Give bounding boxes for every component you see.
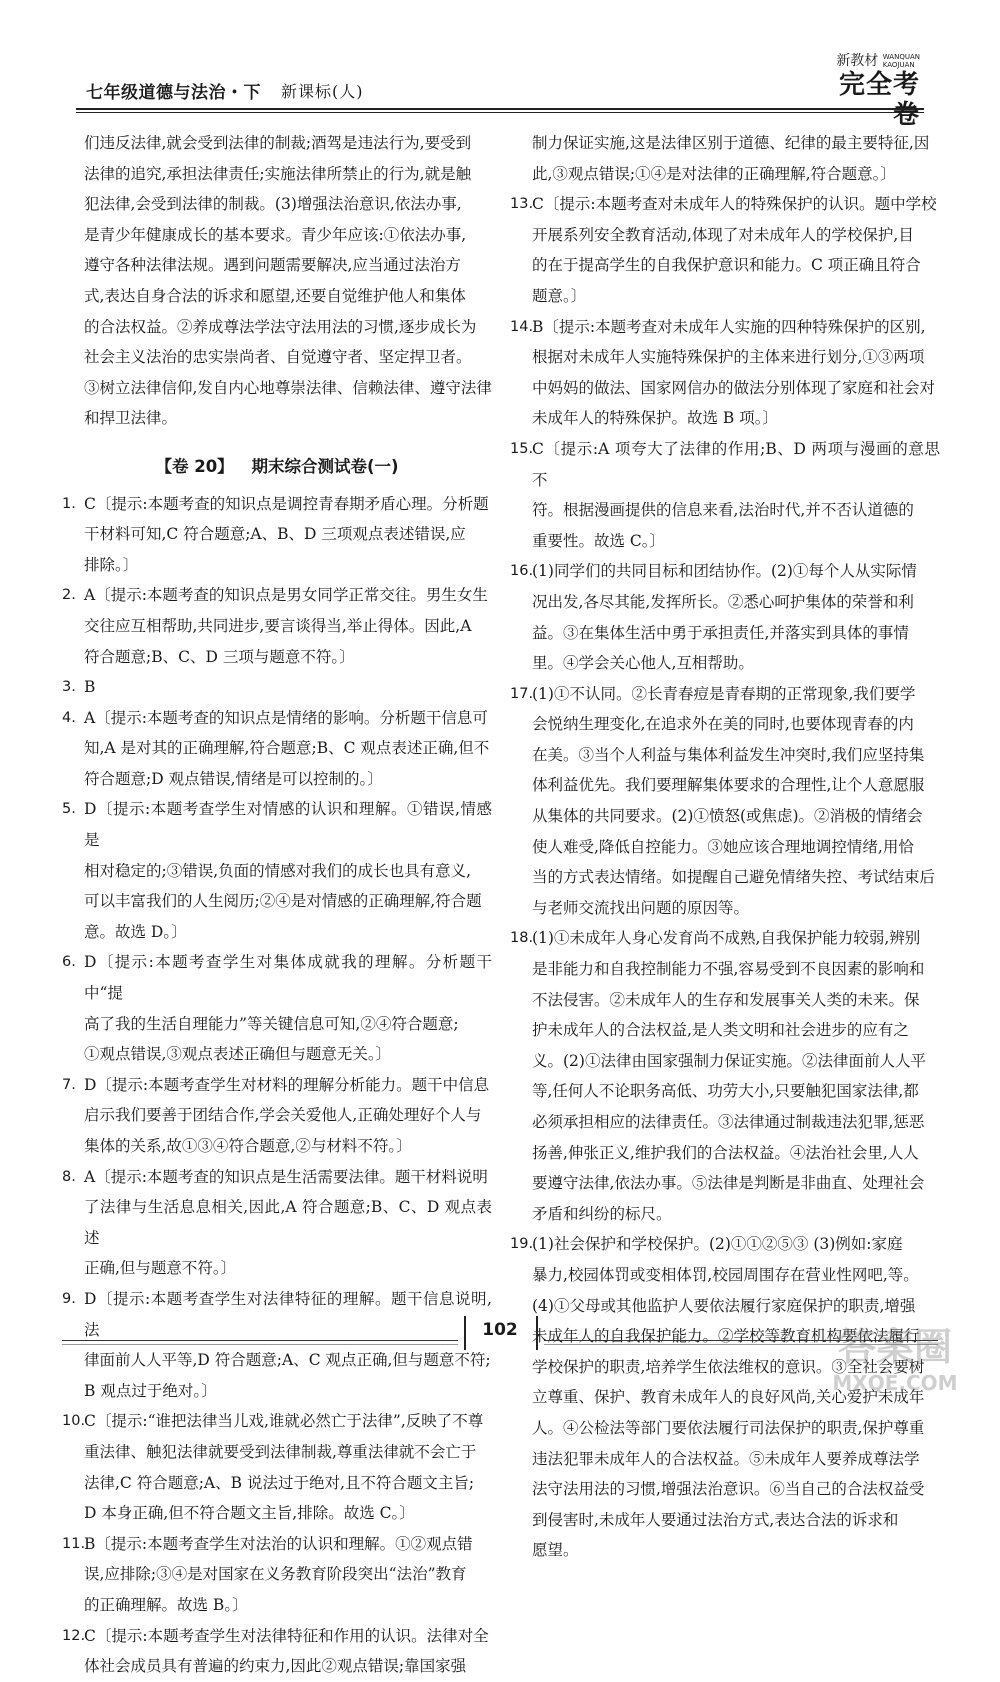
book-title: 七年级道德与法治・下 [86,83,261,103]
answer-line: (1)①未成年人身心发育尚不成熟,自我保护能力较弱,辨别 [532,929,921,948]
section-title: 期末综合测试卷(一) [251,456,399,476]
text-line: 遵守各种法律法规。遇到问题需要解决,应当通过法治方 [84,256,461,275]
brand-name: 完全考卷 [838,70,920,130]
answer-item [510,923,940,1229]
text-line: 和捍卫法律。 [84,409,178,428]
answer-item [62,947,492,1069]
book-edition: 新课标(人) [281,82,364,101]
answer-line: (4)①父母或其他监护人要依法履行家庭保护的职责,增强 [532,1296,916,1315]
answer-item [62,703,492,795]
answer-line: 意。故选 D。〕 [84,922,187,941]
watermark-url: MXQE.COM [832,1371,958,1395]
answer-line: 里。④学会关心他人,互相帮助。 [532,654,754,673]
answer-line: 益。③在集体生活中勇于承担责任,并落实到具体的事情 [532,623,909,642]
answer-item [62,489,492,581]
answer-line: 未成年人的特殊保护。故选 B 项。〕 [532,409,778,428]
page-number: 102 [482,1320,518,1340]
answer-line: D 本身正确,但不符合题文主旨,排除。故选 C。〕 [84,1504,415,1523]
answer-line: ①观点错误,③观点表述正确但与题意无关。〕 [84,1045,392,1064]
answer-line: 正确,但与题意不符。〕 [84,1259,237,1278]
answer-12-continued [510,128,940,189]
answer-line: 题意。〕 [532,286,587,305]
answer-number: 11. [62,1535,86,1552]
answer-number: 6. [62,954,76,971]
text-line: ③树立法律信仰,发自内心地尊崇法律、信赖法律、遵守法律 [84,378,492,397]
page-number-bar-right [536,1316,538,1350]
footer-rule-left-thin [62,1344,458,1345]
answer-number: 16. [510,563,534,580]
answer-line: 体利益优先。我们要理解集体要求的合理性,让个人意愿服 [532,776,925,795]
answer-line: 使人难受,降低自控能力。③她应该合理地调控情绪,用恰 [532,837,914,856]
answer-line: 立尊重、保护、教育未成年人的良好风尚,关心爱护未成年 [532,1388,925,1407]
brand-latin-1: WANQUAN [882,53,920,61]
brand-tagline: 新教材 [836,53,879,69]
answer-number: 7. [62,1076,76,1093]
answer-number: 12. [62,1627,86,1644]
answer-item [510,312,940,434]
text-line: 的合法权益。②养成尊法学法守法用法的习惯,逐步成长为 [84,317,477,336]
text-line: 社会主义法治的忠实崇尚者、自觉遵守者、坚定捍卫者。 [84,348,472,367]
page-header [76,53,924,130]
header-rule [76,108,924,110]
answer-line: 到侵害时,未成年人要通过法治方式,表达合法的诉求和 [532,1510,899,1529]
brand-latin-2: KAOJUAN [882,61,915,69]
answer-item [62,1406,492,1528]
answer-item [62,1070,492,1162]
answer-line: 必须承担相应的法律责任。③法律通过制裁违法犯罪,惩恶 [532,1113,925,1131]
answer-line: 不法侵害。②未成年人的生存和发展事关人类的未来。保 [532,990,920,1009]
answer-line: (1)社会保护和学校保护。(2)①①②⑤③ (3)例如:家庭 [532,1235,903,1254]
answer-item [62,1162,492,1284]
answer-number: 2. [62,587,76,604]
answer-number: 13. [510,196,534,213]
answer-line: 等,任何人不论职务高低、功劳大小,只要触犯国家法律,都 [532,1082,919,1101]
answer-line: A〔提示:本题考查的知识点是男女同学正常交往。男生女生 [84,586,488,605]
answer-line: 重要性。故选 C。〕 [532,531,666,550]
answer-line: 中妈妈的做法、国家网信办的做法分别体现了家庭和社会对 [532,378,936,397]
answer-line: B [84,678,96,697]
answer-line: 了法律与生活息息相关,因此,A 符合题意;B、C、D 观点表述 [84,1198,492,1247]
answer-number: 10. [62,1413,86,1430]
answer-item [62,672,492,703]
answer-line: 的在于提高学生的自我保护意识和能力。C 项正确且符合 [532,256,921,275]
answer-line: (1)同学们的共同目标和团结协作。(2)①每个人从实际情 [532,562,917,581]
answer-number: 15. [510,440,534,457]
answer-line: 是非能力和自我控制能力不强,容易受到不良因素的影响和 [532,960,925,979]
watermark-logo [800,1318,990,1398]
left-column [62,128,492,1682]
answer-line: 况出发,各尽其能,发挥所长。②悉心呵护集体的荣誉和利 [532,592,914,611]
answer-line: 在美。③当个人利益与集体利益发生冲突时,我们应坚持集 [532,745,925,764]
answer-item [510,679,940,924]
answer-line: B 观点过于绝对。〕 [84,1381,217,1400]
answer-line: 排除。〕 [84,555,139,574]
answer-number: 14. [510,318,534,335]
answer-item [510,556,940,678]
answer-line: 误,应排除;③④是对国家在义务教育阶段突出“法治”教育 [84,1565,467,1584]
answer-line: 交往应互相帮助,共同进步,要言谈得当,举止得体。因此,A [84,616,472,635]
answer-line: 学校保护的职责,培养学生依法维权的意识。③全社会要树 [532,1357,925,1376]
left-intro [62,128,492,434]
answer-line: C〔提示:“谁把法律当儿戏,谁就必然亡于法律”,反映了不尊 [84,1412,484,1431]
answer-number: 4. [62,709,76,726]
answer-line: 相对稳定的;③错误,负面的情感对我们的成长也具有意义, [84,861,472,880]
answer-item [62,794,492,947]
answer-line: 要遵守法律,依法办事。⑤法律是判断是非曲直、处理社会 [532,1174,925,1193]
answer-line: 符合题意;B、C、D 三项与题意不符。〕 [84,647,355,666]
answer-line: 知,A 是对其的正确理解,符合题意;B、C 观点表述正确,但不 [84,739,490,758]
text-line: 法律的追究,承担法律责任;实施法律所禁止的行为,就是触 [84,164,472,183]
answer-line: 高了我的生活自理能力”等关键信息可知,②④符合题意; [84,1014,459,1033]
answer-line: 开展系列安全教育活动,体现了对未成年人的学校保护,目 [532,225,914,244]
answer-item [510,434,940,556]
answer-line: 违法犯罪未成年人的合法权益。⑤未成年人要养成尊法学 [532,1449,920,1468]
answer-line: 启示我们要善于团结合作,学会关爱他人,正确处理好个人与 [84,1106,482,1125]
answer-line: 符。根据漫画提供的信息来看,法治时代,并不否认道德的 [532,501,914,520]
answer-item [62,580,492,672]
answer-line: B〔提示:本题考查学生对法治的认识和理解。①②观点错 [84,1534,473,1553]
header-rule-thin [76,112,924,113]
answer-line: C〔提示:本题考查学生对法律特征和作用的认识。法律对全 [84,1626,489,1645]
answer-line: D〔提示:本题考查学生对材料的理解分析能力。题干中信息 [84,1075,490,1094]
answer-list-left [62,489,492,1682]
section-heading [62,452,492,483]
answer-line: 扬善,伸张正义,维护我们的合法权益。④法治社会里,人人 [532,1143,919,1162]
section-label: 【卷 20】 [155,456,234,476]
answer-line: (1)①不认同。②长青春痘是青春期的正常现象,我们要学 [532,684,916,703]
answer-line: 法律,C 符合题意;A、B 说法过于绝对,且不符合题文主旨; [84,1473,475,1492]
answer-number: 8. [62,1168,76,1185]
answer-line: A〔提示:本题考查的知识点是生活需要法律。题干材料说明 [84,1167,488,1186]
answer-line: D〔提示:本题考查学生对情感的认识和理解。①错误,情感是 [84,800,492,850]
answer-line: A〔提示:本题考查的知识点是情绪的影响。分析题干信息可 [84,708,488,727]
answer-line: 矛盾和纠纷的标尺。 [532,1204,672,1223]
brand-logo [816,50,920,130]
answer-line: 从集体的共同要求。(2)①愤怒(或焦虑)。②消极的情绪会 [532,807,923,826]
answer-line: 可以丰富我们的人生阅历;②④是对情感的正确理解,符合题 [84,892,482,911]
answer-line: 护未成年人的合法权益,是人类文明和社会进步的应有之 [532,1021,909,1040]
answer-number: 17. [510,685,534,702]
answer-line: 律面前人人平等,D 符合题意;A、C 观点正确,但与题意不符; [84,1351,491,1370]
answer-line: C〔提示:本题考查对未成年人的特殊保护的认识。题中学校 [532,195,937,214]
answer-line: 暴力,校园体罚或变相体罚,校园周围存在营业性网吧,等。 [532,1265,919,1284]
watermark-logo-text: 答案圈 [837,1325,953,1369]
answer-number: 18. [510,930,534,947]
footer-rule-left [62,1340,458,1341]
answer-line: 义。(2)①法律由国家强制力保证实施。②法律面前人人平 [532,1051,926,1070]
answer-item [62,1621,492,1682]
answer-line: D〔提示:本题考查学生对法律特征的理解。题干信息说明,法 [84,1289,492,1339]
answer-line: 重法律、触犯法律就要受到法律制裁,尊重法律就不会亡于 [84,1442,477,1461]
text-line: 是青少年健康成长的基本要求。青少年应该:①依法办事, [84,225,467,244]
answer-line: 干材料可知,C 符合题意;A、B、D 三项观点表述错误,应 [84,525,466,544]
answer-line: 符合题意;D 观点错误,情绪是可以控制的。〕 [84,769,383,788]
answer-line: D〔提示:本题考查学生对集体成就我的理解。分析题干中“提 [84,953,492,1003]
answer-number: 9. [62,1290,76,1307]
answer-number: 1. [62,495,76,512]
answer-item [510,189,940,311]
answer-number: 19. [510,1236,534,1253]
answer-line: 当的方式表达情绪。如提醒自己避免情绪失控、考试结束后 [532,868,936,887]
answer-line: C〔提示:A 项夸大了法律的作用;B、D 两项与漫画的意思不 [532,439,940,489]
answer-line: B〔提示:本题考查对未成年人实施的四种特殊保护的区别, [532,317,926,336]
text-line: 制力保证实施,这是法律区别于道德、纪律的最主要特征,因 [532,134,930,152]
answer-line: C〔提示:本题考查的知识点是调控青春期矛盾心理。分析题 [84,494,489,513]
answer-number: 5. [62,801,76,818]
answer-line: 与老师交流找出问题的原因等。 [532,898,750,917]
answer-line: 的正确理解。故选 B。〕 [84,1595,248,1614]
answer-line: 根据对未成年人实施特殊保护的主体来进行划分,①③两项 [532,348,925,367]
answer-item [62,1529,492,1621]
answer-line: 愿望。 [532,1541,579,1560]
text-line: 此,③观点错误;①④是对法律的正确理解,符合题意。〕 [532,164,896,183]
text-line: 式,表达自身合法的诉求和愿望,还要自觉维护他人和集体 [84,286,466,305]
answer-line: 集体的关系,故①③④符合题意,②与材料不符。〕 [84,1137,412,1155]
answer-line: 未成年人的自我保护能力。②学校等教育机构要依法履行 [532,1327,920,1346]
answer-line: 法守法用法的习惯,增强法治意识。⑥当自己的合法权益受 [532,1480,925,1499]
answer-number: 3. [62,679,76,696]
answer-line: 人。④公检法等部门要依法履行司法保护的职责,保护尊重 [532,1418,925,1437]
answer-line: 会悦纳生理变化,在追求外在美的同时,也要体现青春的内 [532,715,914,734]
text-line: 犯法律,会受到法律的制裁。(3)增强法治意识,依法办事, [84,195,462,214]
page-number-bar-left [464,1316,466,1350]
answer-line: 体社会成员具有普遍的约束力,因此②观点错误;靠国家强 [84,1657,467,1676]
text-line: 们违反法律,就会受到法律的制裁;酒驾是违法行为,要受到 [84,134,472,152]
